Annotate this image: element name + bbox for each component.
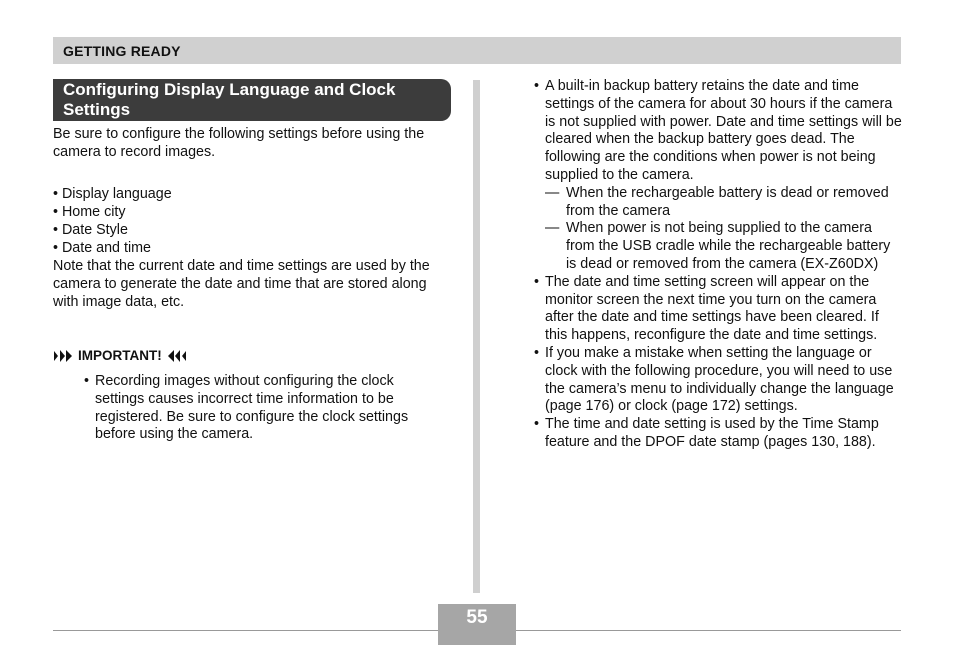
page-title: Configuring Display Language and Clock Settings <box>53 79 451 121</box>
important-left-icon <box>53 349 73 363</box>
important-label: IMPORTANT! <box>78 348 162 363</box>
column-divider <box>473 80 480 593</box>
list-item: • Date and time <box>53 240 151 256</box>
header-bar <box>53 37 901 64</box>
list-item: • The date and time setting screen will appear on the monitor screen the next time you turn on the camera after the date and time settings have been cleared. If this happens, reconfigure the date and time settings. <box>534 273 879 344</box>
sub-item: — When the rechargeable battery is dead or removed from the camera <box>545 184 889 219</box>
list-item: • Display language <box>53 186 172 202</box>
list-item: • If you make a mistake when setting the language or clock with the following procedure, you will need to use the camera’s menu to individually change the language (page 176) or clock (page 172) settings. <box>534 344 894 415</box>
list-item: • Date Style <box>53 222 128 238</box>
intro-text: Be sure to configure the following settings before using the camera to record images. <box>53 126 425 160</box>
important-right-icon <box>167 349 187 363</box>
important-text: Recording images without configuring the clock settings causes incorrect time information to be registered. Be sure to configure the clock settings before using the camera. <box>95 373 409 443</box>
important-heading <box>53 348 187 363</box>
note-text: Note that the current date and time settings are used by the camera to generate the date and time that are stored along with image data, etc. <box>53 258 430 310</box>
settings-list <box>53 186 453 258</box>
page-number-box <box>438 604 516 645</box>
page-number: 55 <box>438 604 516 630</box>
right-column <box>534 78 902 452</box>
list-item: • Home city <box>53 204 126 220</box>
sub-item: — When power is not being supplied to the camera from the USB cradle while the rechargeable battery is dead or removed from the camera (EX-Z60DX) <box>545 220 891 272</box>
list-item: • The time and date setting is used by the Time Stamp feature and the DPOF date stamp (pages 130, 188). <box>534 416 879 450</box>
important-body: • Recording images without configuring the clock settings causes incorrect time information to be registered. Be sure to configure the clock settings before using the camera. <box>84 373 434 444</box>
list-item: • A built-in backup battery retains the date and time settings of the camera for about 30 hours if the camera is not supplied with power. Date and time settings will be cleared when the backup battery goes dead. The following are the conditions when power is not being supplied to the camera. <box>534 78 902 183</box>
section-header: GETTING READY <box>63 43 181 59</box>
left-column <box>53 126 453 311</box>
